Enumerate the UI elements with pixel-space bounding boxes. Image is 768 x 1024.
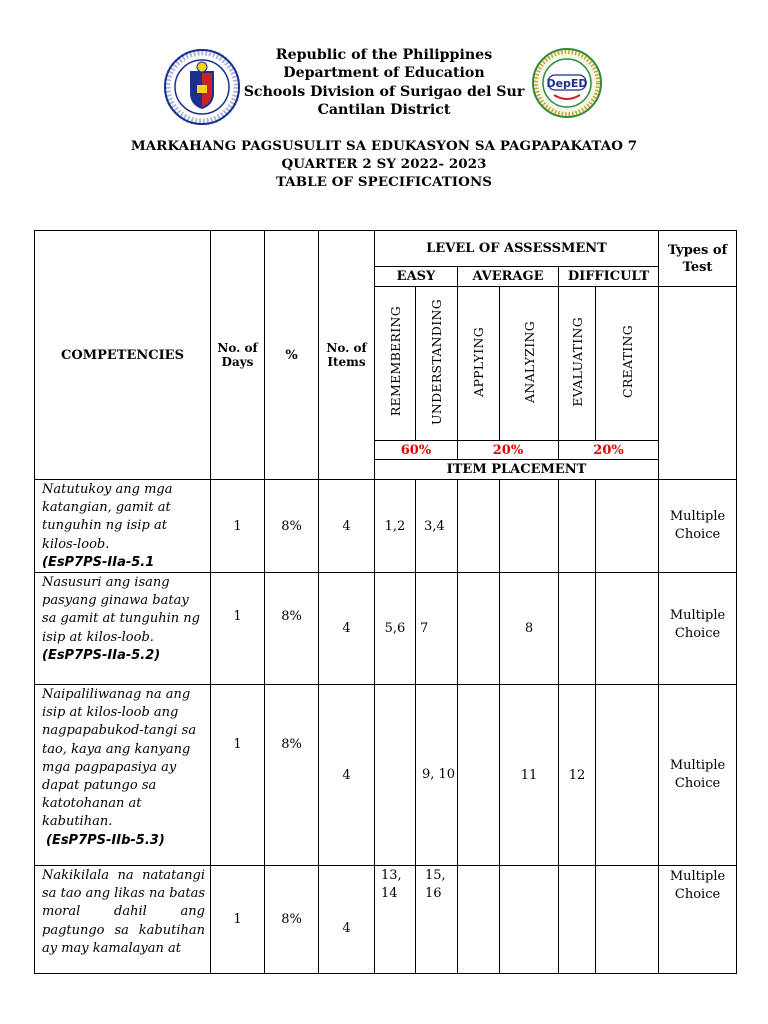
header-no-of-items: No. of Items [319,231,375,480]
understanding-cell: 9, 10 [416,685,458,866]
applying-cell [458,480,500,573]
applying-cell [458,866,500,974]
type-cell: Multiple Choice [659,480,737,573]
header-level-of-assessment: LEVEL OF ASSESSMENT [375,231,659,267]
competency-text: Natutukoy ang mga katangian, gamit at tunguhin ng isip at kilos-loob. [42,482,173,552]
items-cell: 4 [319,573,375,685]
percent-cell: 8% [265,480,319,573]
evaluating-cell: 12 [559,685,596,866]
competency-code: (EsP7PS-IIb-5.3) [46,832,165,848]
applying-cell [458,685,500,866]
understanding-cell: 7 [416,573,458,685]
table-row [35,573,737,685]
competency-text: Nakikilala na natatangi sa tao ang likas na batas moral dahil ang pagtungo sa kabutihan ay may kamalayan at [42,868,205,956]
level-applying: APPLYING [458,287,500,441]
competency-cell [35,685,211,866]
competency-cell [35,866,211,974]
deped-seal-left-icon [164,49,240,125]
competency-text: Nasusuri ang isang pasyang ginawa batay sa gamit at tunguhin ng isip at kilos-loob. [42,575,200,645]
header-line-division: Schools Division of Surigao del Sur [243,83,525,100]
svg-text:DepED: DepED [546,77,588,90]
title-quarter: QUARTER 2 SY 2022- 2023 [281,156,487,172]
competency-code: (EsP7PS-IIa-5.1 [42,554,155,570]
pct-easy: 60% [375,441,458,460]
days-cell: 1 [211,480,265,573]
level-evaluating: EVALUATING [559,287,596,441]
evaluating-cell [559,866,596,974]
table-row [35,685,737,866]
competency-cell [35,480,211,573]
creating-cell [596,480,659,573]
items-cell: 4 [319,866,375,974]
remembering-cell: 5,6 [375,573,416,685]
percent-cell: 8% [265,685,319,866]
pct-average: 20% [458,441,559,460]
evaluating-cell [559,480,596,573]
header-line-department: Department of Education [283,65,485,82]
percent-cell: 8% [265,866,319,974]
level-remembering: REMEMBERING [375,287,416,441]
level-understanding: UNDERSTANDING [416,287,458,441]
evaluating-cell [559,573,596,685]
document-title [0,137,768,191]
competency-code: (EsP7PS-IIa-5.2) [42,647,161,663]
header-percent: % [265,231,319,480]
analyzing-cell: 8 [500,573,559,685]
remembering-cell: 1,2 [375,480,416,573]
table-row [35,480,737,573]
days-cell: 1 [211,685,265,866]
competency-cell [35,573,211,685]
header-competencies: COMPETENCIES [35,231,211,480]
header-types-of-test: Types of Test [659,231,737,287]
table-row [35,866,737,974]
remembering-cell: 13, 14 [375,866,416,974]
type-cell: Multiple Choice [659,573,737,685]
header-difficult: DIFFICULT [559,267,659,287]
header-easy: EASY [375,267,458,287]
pct-difficult: 20% [559,441,659,460]
days-cell: 1 [211,866,265,974]
title-exam-name: MARKAHANG PAGSUSULIT SA EDUKASYON SA PAGPAPAKATAO 7 [130,138,638,154]
type-cell: Multiple Choice [659,866,737,974]
table-of-specifications [34,230,737,974]
creating-cell [596,573,659,685]
competency-text: Naipaliliwanag na ang isip at kilos-loob ang nagpapabukod-tangi sa tao, kaya ang kanyang mga pagpapasiya ay dapat patungo sa katotohanan at kabutihan. [42,687,197,830]
document-header [0,46,768,126]
percent-cell: 8% [265,573,319,685]
header-no-of-days: No. of Days [211,231,265,480]
header-line-republic: Republic of the Philippines [275,47,493,63]
items-cell: 4 [319,480,375,573]
analyzing-cell [500,480,559,573]
type-cell: Multiple Choice [659,685,737,866]
applying-cell [458,573,500,685]
understanding-cell: 3,4 [416,480,458,573]
title-tos: TABLE OF SPECIFICATIONS [275,174,493,190]
level-analyzing: ANALYZING [500,287,559,441]
header-item-placement: ITEM PLACEMENT [375,460,659,480]
analyzing-cell [500,866,559,974]
agency-header-text [238,46,530,120]
district-seal-right-icon [532,48,602,118]
analyzing-cell: 11 [500,685,559,866]
level-creating: CREATING [596,287,659,441]
days-cell: 1 [211,573,265,685]
types-blank-cell [659,287,737,480]
creating-cell [596,866,659,974]
understanding-cell: 15, 16 [416,866,458,974]
header-average: AVERAGE [458,267,559,287]
header-line-district: Cantilan District [317,102,451,119]
remembering-cell [375,685,416,866]
creating-cell [596,685,659,866]
items-cell: 4 [319,685,375,866]
